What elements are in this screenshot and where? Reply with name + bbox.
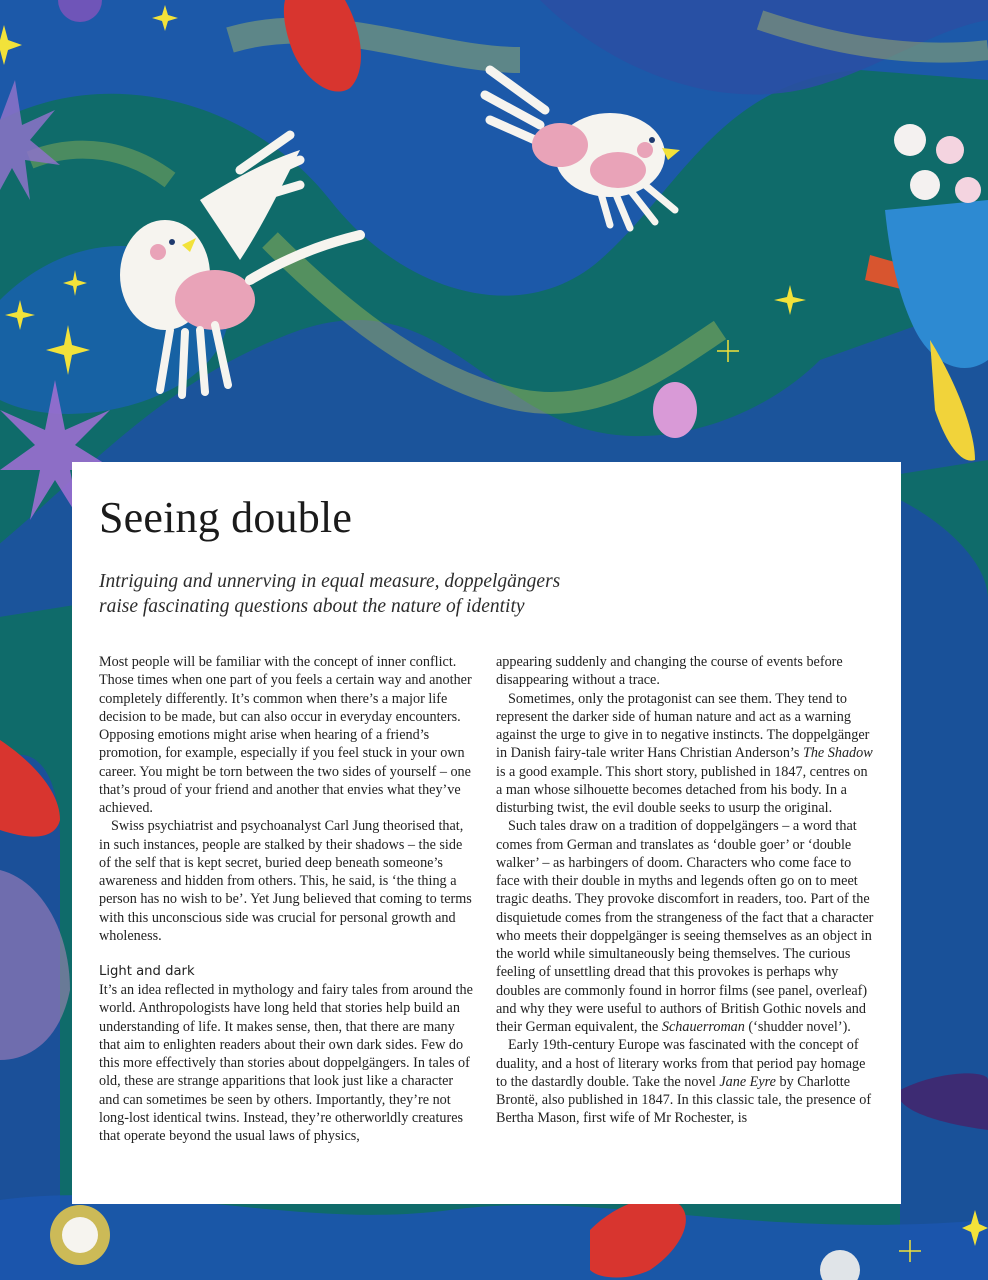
right-paragraph-3 bbox=[496, 817, 874, 1036]
subheading-light-and-dark: Light and dark bbox=[99, 964, 195, 979]
article-standfirst bbox=[99, 569, 659, 619]
left-paragraph-2: Swiss psychiatrist and psychoanalyst Carl Jung theorised that, in such instances, people are stalked by their shadows – the side of the self that is kept secret, buried deep beneath someone’s awareness and hidden from others. This, he said, is ‘the thing a person has no wish to be’. Yet Jung believed that coming to terms with this unconscious side was crucial for personal growth and wholeness. bbox=[99, 818, 472, 944]
p3-text-a: Such tales draw on a tradition of doppelgängers – a word that comes from German and translates as ‘double goer’ or ‘double walker’ – as harbingers of doom. Characters who come face to face with their double in myths and legends often go on to meet tragic deaths. They provoke discomfort in readers, too. Part of the disquietude comes from the strangeness of the fact that a character who meets their doppelgänger is seeing themselves as an object in the world while simultaneously being themselves. The curious feeling of unsettling dread that this provokes is perhaps why doubles are commonly found in horror films (see panel, overleaf) and why they were useful to authors of British Gothic novels and their German equivalent, the bbox=[496, 818, 874, 1035]
p4-text-a: Early 19th-century Europe was fascinated with the concept of duality, and a host of literary works from that period pay homage to the dastardly double. Take the novel bbox=[496, 1037, 866, 1090]
right-paragraph-4 bbox=[496, 1036, 874, 1127]
p2-text-b: is a good example. This short story, published in 1847, centres on a man whose silhouette becomes detached from his body. In a disturbing twist, the evil double seeks to usurp the original. bbox=[496, 763, 868, 816]
right-column bbox=[496, 653, 874, 1128]
term-schauerroman: Schauerroman bbox=[661, 1019, 745, 1035]
title-jane-eyre: Jane Eyre bbox=[719, 1073, 776, 1090]
article-card bbox=[72, 462, 901, 1204]
p4-text-b: by Charlotte Brontë, also published in 1847. In this classic tale, the presence of Bertha Mason, first wife of Mr Rochester, is bbox=[496, 1073, 872, 1127]
right-paragraph-1: appearing suddenly and changing the course of events before disappearing without a trace. bbox=[496, 654, 843, 689]
p2-text-a: Sometimes, only the protagonist can see them. They tend to represent the darker side of human nature and act as a warning against the urge to give in to negative instincts. The doppelgänger in Danish fairy-tale writer Hans Christian Anderson’s bbox=[496, 690, 870, 762]
left-paragraph-3: It’s an idea reflected in mythology and fairy tales from around the world. Anthropologists have long held that stories help build an understanding of life. It makes sense, then, that there are many that aim to enlighten readers about their own dark sides. Few do this more effectively than stories about doppelgängers. In tales of old, these are strange apparitions that look just like a character and can sometimes be seen by others. Importantly, they’re not long-lost identical twins. Instead, they’re otherworldly creatures that operate beyond the usual laws of physics, bbox=[99, 982, 473, 1144]
standfirst-line-2: raise fascinating questions about the nature of identity bbox=[99, 596, 525, 617]
left-paragraph-1: Most people will be familiar with the concept of inner conflict. Those times when one part of you feels a certain way and another completely differently. It’s common when there’s a major life decision to be made, but can also occur in everyday encounters. Opposing emotions might arise when hearing of a friend’s promotion, for example, especially if you feel stuck in your own career. You might be torn between the two sides of yourself – one that’s proud of your friend and another that envies what they’ve achieved. bbox=[99, 654, 472, 816]
standfirst-line-1: Intriguing and unnerving in equal measure, doppelgängers bbox=[99, 571, 561, 592]
article-title: Seeing double bbox=[99, 493, 353, 542]
right-paragraph-2 bbox=[496, 690, 874, 818]
p3-text-b: (‘shudder novel’). bbox=[744, 1019, 851, 1035]
title-the-shadow: The Shadow bbox=[802, 745, 873, 762]
left-column bbox=[99, 653, 474, 1145]
